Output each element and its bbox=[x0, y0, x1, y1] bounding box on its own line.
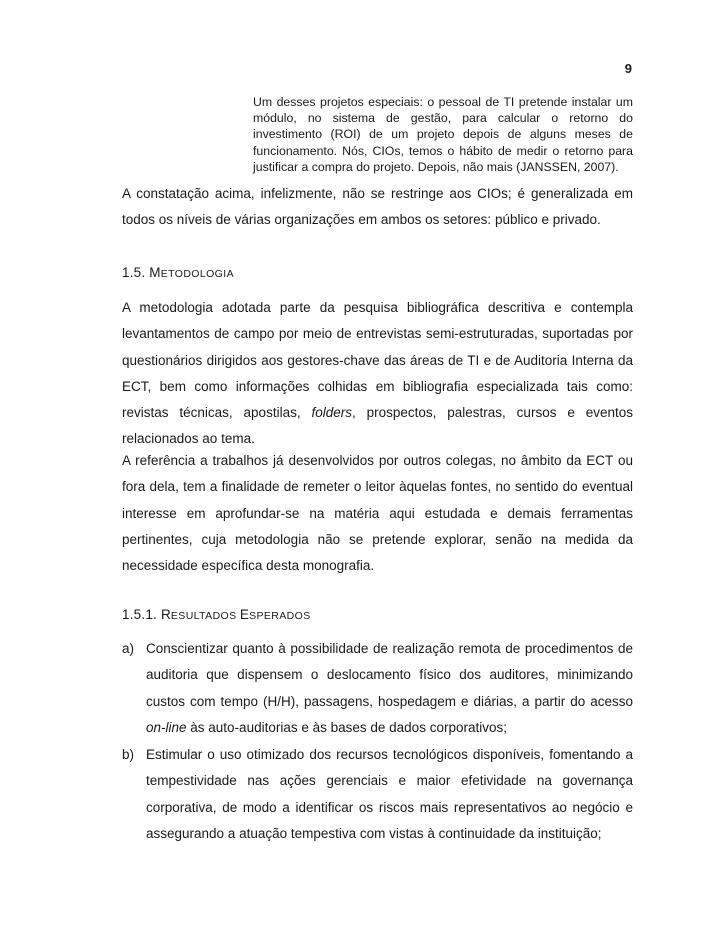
list-item-text bbox=[146, 636, 633, 741]
section-title-initial: E bbox=[239, 607, 250, 622]
list-item-b bbox=[122, 742, 633, 847]
italic-term: on-line bbox=[146, 719, 187, 735]
paragraph-referencia: A referência a trabalhos já desenvolvidos por outros colegas, no âmbito da ECT ou fora dela, tem a finalidade de remeter o leitor àquelas fontes, no sentido do eventual interesse em aprofundar-se na matéria aqui estudada e demais ferramentas pertinentes, cuja metodologia não se pretende explorar, senão na medida da necessidade específica desta monografia. bbox=[122, 453, 633, 574]
section-title-rest: ETODOLOGIA bbox=[160, 268, 234, 280]
section-title-initial: R bbox=[160, 607, 171, 622]
section-title-rest: SPERADOS bbox=[249, 610, 311, 622]
section-title-rest: ESULTADOS bbox=[170, 610, 240, 622]
paragraph-constatacao: A constatação acima, infelizmente, não se restringe aos CIOs; é generalizada em todos os níveis de várias organizações em ambos os setores: público e privado. bbox=[122, 186, 633, 228]
page-number: 9 bbox=[624, 61, 632, 76]
paragraph-metodologia bbox=[122, 295, 633, 453]
section-number: 1.5. bbox=[122, 265, 150, 280]
list-marker: a) bbox=[122, 641, 135, 656]
list-text: às auto-auditorias e às bases de dados corporativos; bbox=[186, 719, 507, 735]
section-number: 1.5.1. bbox=[122, 607, 161, 622]
italic-term: folders bbox=[311, 405, 352, 421]
list-item-text: Estimular o uso otimizado dos recursos tecnológicos disponíveis, fomentando a tempestividade nas ações gerenciais e maior efetividade na governança corporativa, de modo a identificar os riscos mais representativos ao negócio e assegurando a atuação tempestiva com vistas à continuidade da instituição; bbox=[146, 747, 633, 841]
list-marker: b) bbox=[122, 747, 135, 762]
list-item-a bbox=[122, 636, 633, 741]
section-heading-metodologia bbox=[122, 265, 234, 280]
list-text: Conscientizar quanto à possibilidade de realização remota de procedimentos de auditoria que dispensem o deslocamento físico dos auditores, minimizando custos com tempo (H/H), passagens, hospedagem e diárias, a partir do acesso bbox=[146, 641, 633, 709]
section-title-initial: M bbox=[149, 265, 161, 280]
block-quote: Um desses projetos especiais: o pessoal de TI pretende instalar um módulo, no sistema de gestão, para calcular o retorno do investimento (ROI) de um projeto depois de alguns meses de funcionamento. Nós, CIOs, temos o hábito de medir o retorno para justificar a compra do projeto. Depois, não mais (JANSSEN, 2007). bbox=[253, 95, 633, 174]
section-heading-resultados bbox=[122, 607, 311, 622]
paragraph-text: , prospectos, palestras, cursos e eventos relacionados ao tema. bbox=[122, 405, 633, 447]
paragraph-text: A metodologia adotada parte da pesquisa bibliográfica descritiva e contempla levantamentos de campo por meio de entrevistas semi-estruturadas, suportadas por questionários dirigidos aos gestores-chave das áreas de TI e de Auditoria Interna da ECT, bem como informações colhidas em bibliografia especializada tais como: revistas técnicas, apostilas, bbox=[122, 300, 633, 421]
